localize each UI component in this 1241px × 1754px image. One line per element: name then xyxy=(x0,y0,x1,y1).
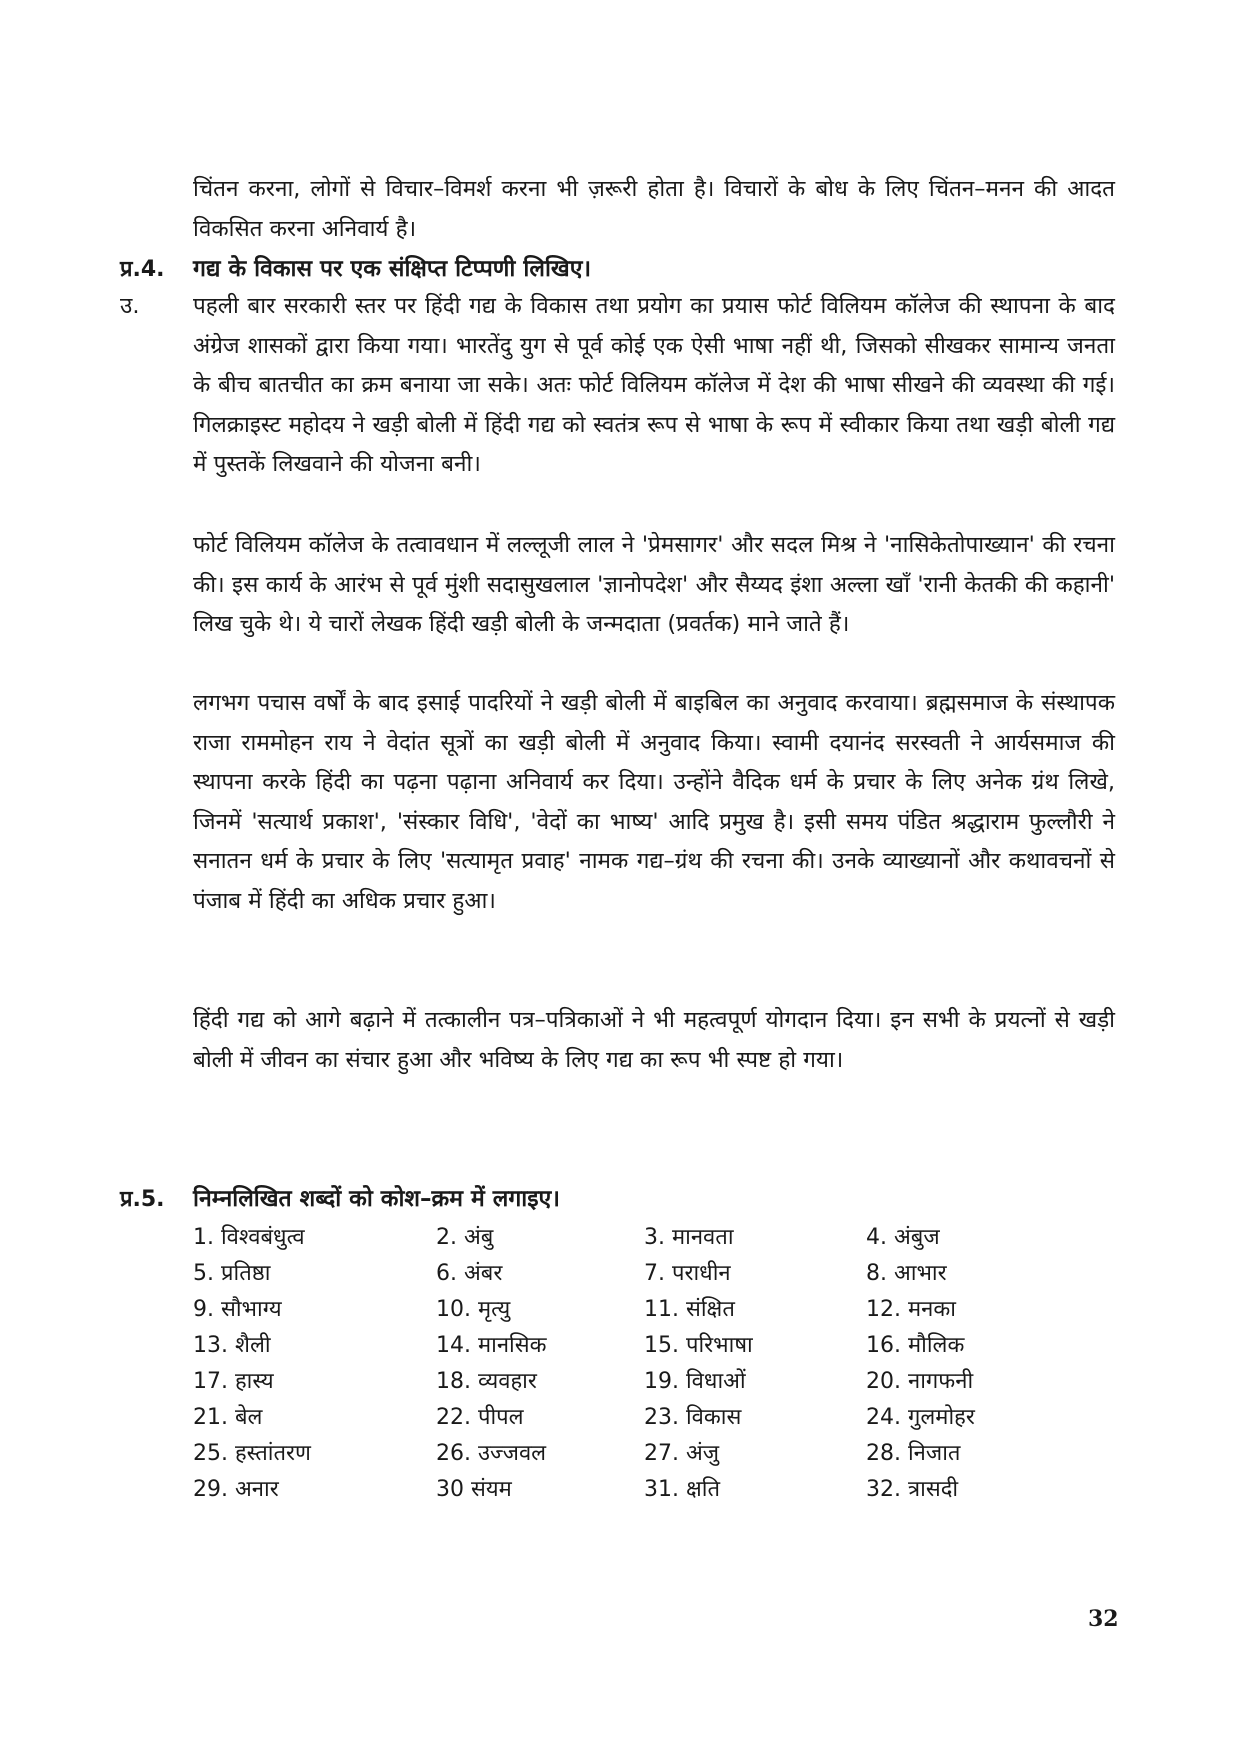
word-item: 25. हस्तांतरण xyxy=(193,1441,311,1466)
word-item: 7. पराधीन xyxy=(644,1261,731,1286)
word-item: 8. आभार xyxy=(866,1261,947,1286)
word-item: 14. मानसिक xyxy=(436,1333,547,1358)
word-item: 3. मानवता xyxy=(644,1225,734,1250)
word-item: 11. संक्षित xyxy=(644,1297,735,1322)
word-item: 10. मृत्यु xyxy=(436,1297,511,1322)
word-item: 29. अनार xyxy=(193,1477,279,1502)
word-item: 19. विधाओं xyxy=(644,1369,746,1394)
word-item: 31. क्षति xyxy=(644,1477,720,1502)
answer-4-paragraph-3: लगभग पचास वर्षों के बाद इसाई पादरियों ने खड़ी बोली में बाइबिल का अनुवाद करवाया। ब्रह्मसमाज के संस्थापक राजा राममोहन राय ने वेदांत सूत्रों का खड़ी बोली में अनुवाद किया। स्वामी दयानंद सरस्वती ने आर्यसमाज की स्थापना करके हिंदी का पढ़ना पढ़ाना अनिवार्य कर दिया। उन्होंने वैदिक धर्म के प्रचार के लिए अनेक ग्रंथ लिखे, जिनमें 'सत्यार्थ प्रकाश', 'संस्कार विधि', 'वेदों का भाष्य' आदि प्रमुख है। इसी समय पंडित श्रद्धाराम फुल्लौरी ने सनातन धर्म के प्रचार के लिए 'सत्यामृत प्रवाह' नामक गद्य–ग्रंथ की रचना की। उनके व्याख्यानों और कथावचनों से पंजाब में हिंदी का अधिक प्रचार हुआ। xyxy=(193,690,1115,914)
word-item: 18. व्यवहार xyxy=(436,1369,537,1394)
answer-4-label: उ. xyxy=(120,293,140,319)
word-item: 12. मनका xyxy=(866,1297,956,1322)
page-number: 32 xyxy=(1088,1606,1119,1632)
question-4-text: गद्य के विकास पर एक संक्षिप्त टिप्पणी लिखिए। xyxy=(193,256,592,282)
word-item: 32. त्रासदी xyxy=(866,1477,959,1502)
word-item: 5. प्रतिष्ठा xyxy=(193,1261,271,1286)
word-item: 20. नागफनी xyxy=(866,1369,974,1394)
word-item: 1. विश्वबंधुत्व xyxy=(193,1225,305,1250)
word-item: 28. निजात xyxy=(866,1441,961,1466)
word-item: 30 संयम xyxy=(436,1477,512,1502)
word-item: 22. पीपल xyxy=(436,1405,524,1430)
word-item: 6. अंबर xyxy=(436,1261,503,1286)
word-item: 23. विकास xyxy=(644,1405,742,1430)
word-item: 2. अंबु xyxy=(436,1225,494,1250)
word-item: 13. शैली xyxy=(193,1333,271,1358)
word-item: 9. सौभाग्य xyxy=(193,1297,282,1322)
question-4-number: प्र.4. xyxy=(120,257,165,282)
word-item: 21. बेल xyxy=(193,1405,263,1430)
question-5-text: निम्नलिखित शब्दों को कोश–क्रम में लगाइए। xyxy=(193,1186,560,1212)
answer-4-paragraph-4: हिंदी गद्य को आगे बढ़ाने में तत्कालीन पत्र–पत्रिकाओं ने भी महत्वपूर्ण योगदान दिया। इन सभी के प्रयत्नों से खड़ी बोली में जीवन का संचार हुआ और भविष्य के लिए गद्य का रूप भी स्पष्ट हो गया। xyxy=(193,1007,1115,1073)
word-item: 17. हास्य xyxy=(193,1369,274,1394)
answer-4-paragraph-2: फोर्ट विलियम कॉलेज के तत्वावधान में लल्लूजी लाल ने 'प्रेमसागर' और सदल मिश्र ने 'नासिकेतोपाख्यान' की रचना की। इस कार्य के आरंभ से पूर्व मुंशी सदासुखलाल 'ज्ञानोपदेश' और सैय्यद इंशा अल्ला खाँ 'रानी केतकी की कहानी' लिख चुके थे। ये चारों लेखक हिंदी खड़ी बोली के जन्मदाता (प्रवर्तक) माने जाते हैं। xyxy=(193,532,1115,638)
word-item: 15. परिभाषा xyxy=(644,1333,753,1358)
word-list xyxy=(193,1220,1093,1508)
word-item: 24. गुलमोहर xyxy=(866,1405,975,1430)
word-item: 27. अंजु xyxy=(644,1441,720,1466)
word-item: 16. मौलिक xyxy=(866,1333,965,1358)
question-5-number: प्र.5. xyxy=(120,1187,165,1212)
intro-paragraph: चिंतन करना, लोगों से विचार–विमर्श करना भी ज़रूरी होता है। विचारों के बोध के लिए चिंतन–मनन की आदत विकसित करना अनिवार्य है। xyxy=(193,176,1115,242)
answer-4-paragraph-1: पहली बार सरकारी स्तर पर हिंदी गद्य के विकास तथा प्रयोग का प्रयास फोर्ट विलियम कॉलेज की स्थापना के बाद अंग्रेज शासकों द्वारा किया गया। भारतेंदु युग से पूर्व कोई एक ऐसी भाषा नहीं थी, जिसको सीखकर सामान्य जनता के बीच बातचीत का क्रम बनाया जा सके। अतः फोर्ट विलियम कॉलेज में देश की भाषा सीखने की व्यवस्था की गई। गिलक्राइस्ट महोदय ने खड़ी बोली में हिंदी गद्य को स्वतंत्र रूप से भाषा के रूप में स्वीकार किया तथा खड़ी बोली गद्य में पुस्तकें लिखवाने की योजना बनी। xyxy=(193,293,1115,478)
word-item: 26. उज्जवल xyxy=(436,1441,547,1466)
word-item: 4. अंबुज xyxy=(866,1225,940,1250)
